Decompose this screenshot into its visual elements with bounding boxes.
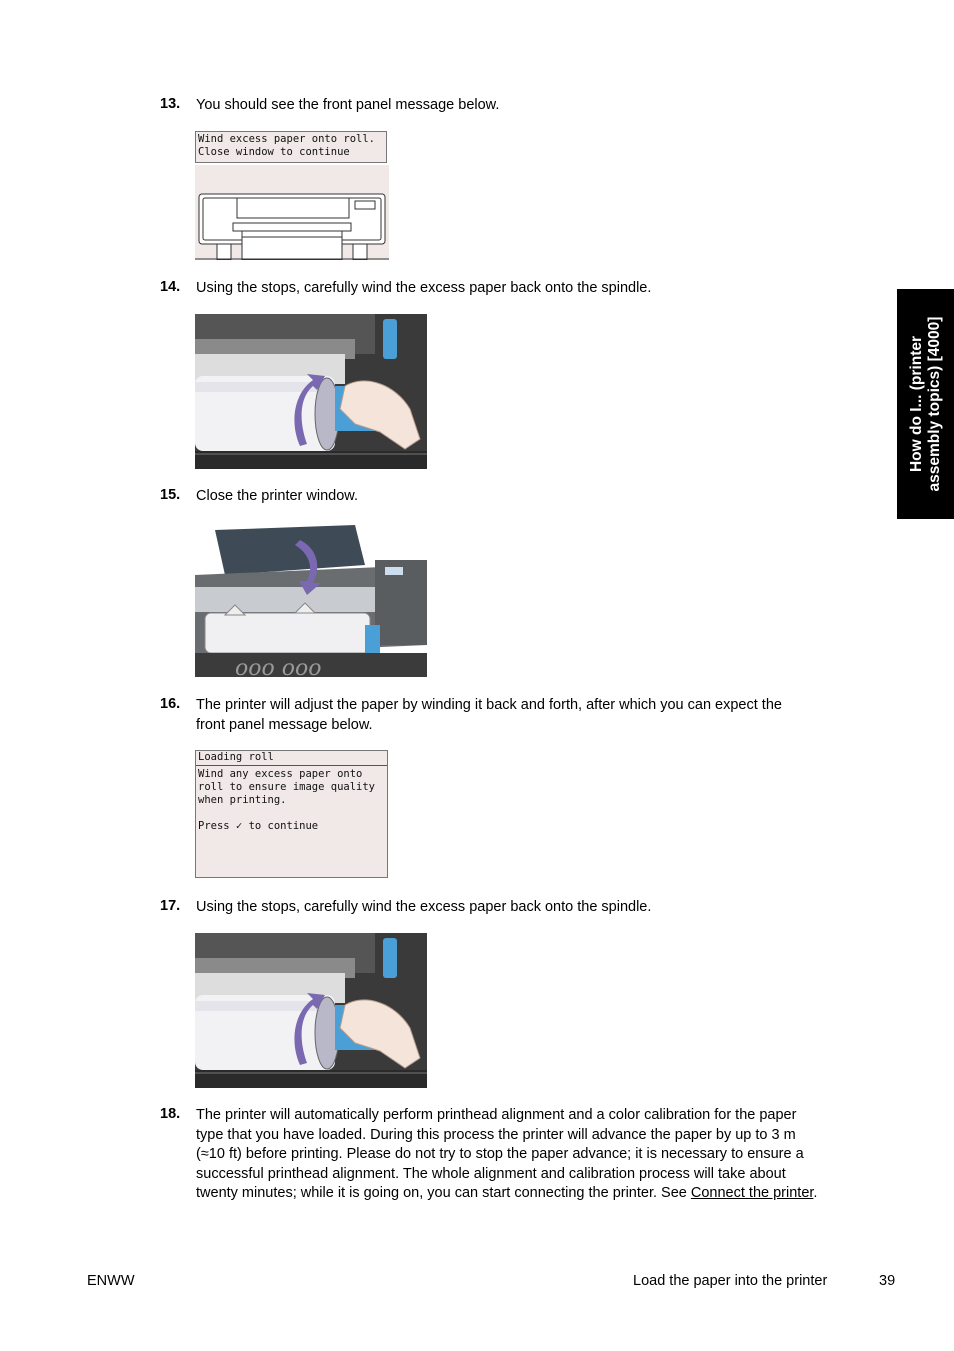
panel2-line2: roll to ensure image quality (198, 781, 376, 793)
step-18-text (196, 1106, 886, 1204)
front-panel-display-1 (195, 131, 387, 163)
step-18-line5-text: twenty minutes; while it is going on, you can start connecting the printer. See (196, 1185, 691, 1201)
page-number: 39 (879, 1273, 896, 1289)
step-15-number: 15. (160, 487, 181, 503)
step-13-number: 13. (160, 96, 181, 112)
footer-section-title: Load the paper into the printer (633, 1273, 828, 1289)
front-panel-display-2 (195, 750, 388, 878)
chapter-side-tab (897, 289, 954, 519)
step-18-number: 18. (160, 1106, 181, 1122)
step-18-line5 (196, 1184, 886, 1204)
step-16-number: 16. (160, 696, 181, 712)
footer-left: ENWW (87, 1273, 135, 1289)
panel2-line1: Wind any excess paper onto (198, 768, 363, 780)
step-17-number: 17. (160, 898, 181, 914)
step-17-text: Using the stops, carefully wind the excess paper back onto the spindle. (196, 899, 652, 915)
step-18-line2: type that you have loaded. During this process the printer will advance the paper by up to 3 m (196, 1126, 796, 1143)
step-13-text: You should see the front panel message below. (196, 97, 500, 113)
step-18-line3: (≈10 ft) before printing. Please do not try to stop the paper advance; it is necessary to ensure a (196, 1146, 804, 1162)
panel2-title-bar (196, 751, 387, 766)
step-18-line4: successful printhead alignment. The whole alignment and calibration process will take about (196, 1165, 786, 1182)
step-14-number: 14. (160, 279, 181, 295)
step-18-tail: . (813, 1185, 818, 1201)
svg-text:ooo ooo: ooo ooo (235, 656, 322, 677)
connect-printer-link[interactable]: Connect the printer (690, 1185, 814, 1201)
step-18-line1: The printer will automatically perform printhead alignment and a color calibration for the paper (196, 1107, 797, 1123)
side-tab-line1: How do I... (printer (907, 335, 925, 473)
side-tab-line2: assembly topics) [4000] (925, 316, 943, 492)
step-14-text: Using the stops, carefully wind the excess paper back onto the spindle. (196, 280, 652, 296)
step-16-text (196, 696, 886, 735)
panel2-line3: when printing. (198, 794, 287, 806)
panel2-title: Loading roll (198, 751, 274, 763)
step-16-line1: The printer will adjust the paper by winding it back and forth, after which you can expect the (196, 697, 782, 713)
wind-paper-photo-1 (195, 314, 427, 469)
step-16-line2: front panel message below. (196, 716, 373, 733)
step-15-text: Close the printer window. (196, 488, 358, 504)
front-panel-figure-1 (195, 131, 389, 260)
panel1-line1: Wind excess paper onto roll. (198, 133, 376, 145)
wind-paper-photo-2 (195, 933, 427, 1088)
panel1-line2: Close window to continue (198, 146, 350, 158)
close-window-photo (195, 525, 427, 677)
printer-front-illustration (195, 165, 389, 260)
panel2-line4: Press ✓ to continue (198, 820, 319, 832)
